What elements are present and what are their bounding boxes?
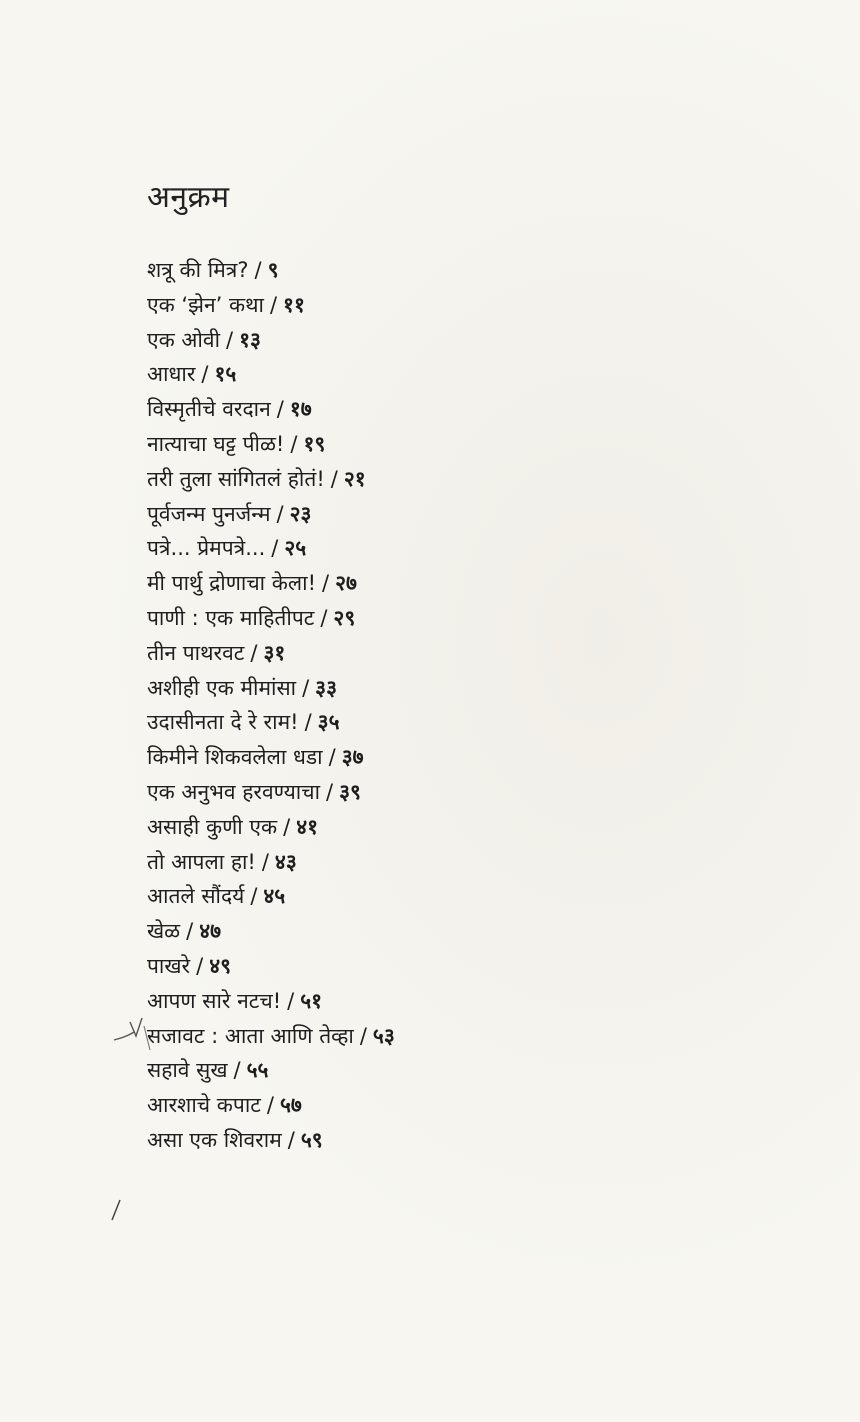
toc-entry bbox=[147, 1088, 395, 1123]
entry-title: असाही कुणी एक bbox=[147, 814, 278, 839]
separator: / bbox=[328, 745, 336, 770]
page-number: १७ bbox=[289, 397, 312, 422]
separator: / bbox=[330, 466, 338, 491]
page-number: ३९ bbox=[339, 779, 361, 804]
entry-title: सजावट : आता आणि तेव्हा bbox=[147, 1023, 354, 1048]
toc-entry bbox=[147, 740, 395, 775]
toc-entry bbox=[147, 845, 395, 880]
separator: / bbox=[269, 292, 278, 317]
toc-entry bbox=[147, 705, 395, 740]
separator: / bbox=[276, 501, 284, 526]
separator: / bbox=[271, 536, 279, 561]
separator: / bbox=[186, 919, 194, 944]
pencil-stroke-mark bbox=[108, 1198, 124, 1222]
page-number: ३७ bbox=[341, 745, 364, 770]
page-number: ५३ bbox=[372, 1023, 395, 1048]
toc-entry bbox=[147, 497, 395, 532]
entry-title: आपण सारे नटच! bbox=[147, 988, 282, 1013]
table-of-contents bbox=[147, 253, 395, 1158]
page-number: ४९ bbox=[209, 953, 232, 978]
toc-entry bbox=[147, 775, 395, 810]
toc-entry bbox=[147, 392, 395, 427]
entry-title: आधार bbox=[147, 362, 196, 387]
entry-title: एक ‘झेन’ कथा bbox=[147, 292, 264, 317]
entry-title: खेळ bbox=[147, 919, 181, 944]
entry-title: तो आपला हा! bbox=[147, 849, 256, 874]
entry-title: विस्मृतीचे वरदान bbox=[147, 397, 271, 422]
page-number: ५१ bbox=[300, 988, 323, 1013]
toc-entry bbox=[147, 253, 395, 288]
page-number: १९ bbox=[303, 431, 326, 456]
toc-entry bbox=[147, 323, 395, 358]
entry-title: असा एक शिवराम bbox=[147, 1127, 282, 1152]
separator: / bbox=[196, 953, 204, 978]
entry-title: किमीने शिकवलेला धडा bbox=[147, 745, 323, 770]
page-number: १३ bbox=[239, 327, 261, 352]
separator: / bbox=[250, 640, 258, 665]
toc-entry bbox=[147, 1053, 395, 1088]
toc-entry bbox=[147, 566, 395, 601]
separator: / bbox=[320, 605, 328, 630]
entry-title: तीन पाथरवट bbox=[147, 640, 245, 665]
separator: / bbox=[250, 884, 258, 909]
page-number: २३ bbox=[289, 501, 312, 526]
toc-entry bbox=[147, 601, 395, 636]
separator: / bbox=[302, 675, 310, 700]
separator: / bbox=[290, 431, 298, 456]
page-number: ३३ bbox=[315, 675, 337, 700]
entry-title: नात्याचा घट्ट पीळ! bbox=[147, 431, 285, 456]
entry-title: आरशाचे कपाट bbox=[147, 1093, 261, 1118]
toc-entry bbox=[147, 531, 395, 566]
separator: / bbox=[266, 1093, 274, 1118]
separator: / bbox=[261, 849, 269, 874]
page-number: ११ bbox=[283, 292, 305, 317]
entry-title: पत्रे... प्रेमपत्रे... bbox=[147, 536, 266, 561]
separator: / bbox=[322, 571, 330, 596]
separator: / bbox=[283, 814, 291, 839]
toc-entry bbox=[147, 879, 395, 914]
toc-entry bbox=[147, 1019, 395, 1054]
entry-title: मी पार्थु द्रोणाचा केला! bbox=[147, 571, 317, 596]
toc-entry bbox=[147, 984, 395, 1019]
entry-title: एक अनुभव हरवण्याचा bbox=[147, 779, 321, 804]
page-number: २१ bbox=[343, 466, 366, 491]
separator: / bbox=[201, 362, 209, 387]
page-number: ५५ bbox=[246, 1058, 269, 1083]
toc-entry bbox=[147, 462, 395, 497]
toc-entry bbox=[147, 288, 395, 323]
entry-title: एक ओवी bbox=[147, 327, 221, 352]
toc-entry bbox=[147, 671, 395, 706]
separator: / bbox=[226, 327, 234, 352]
separator: / bbox=[359, 1023, 367, 1048]
page-number: २७ bbox=[335, 571, 357, 596]
page-number: ५७ bbox=[279, 1093, 302, 1118]
entry-title: शत्रू की मित्र? bbox=[147, 258, 249, 282]
separator: / bbox=[254, 258, 262, 282]
separator: / bbox=[233, 1058, 241, 1083]
pencil-tick-mark bbox=[112, 1012, 162, 1054]
toc-entry bbox=[147, 1123, 395, 1158]
separator: / bbox=[287, 988, 295, 1013]
page-number: ९ bbox=[267, 258, 279, 282]
entry-title: सहावे सुख bbox=[147, 1058, 228, 1083]
entry-title: उदासीनता दे रे राम! bbox=[147, 710, 299, 735]
contents-heading: अनुक्रम bbox=[147, 180, 230, 215]
separator: / bbox=[326, 779, 334, 804]
separator: / bbox=[304, 710, 312, 735]
toc-entry bbox=[147, 357, 395, 392]
page-number: ४३ bbox=[274, 849, 297, 874]
page-number: ३५ bbox=[317, 710, 340, 735]
page-number: ३१ bbox=[263, 640, 286, 665]
entry-title: आतले सौंदर्य bbox=[147, 884, 245, 909]
entry-title: पाखरे bbox=[147, 953, 191, 978]
page-number: १५ bbox=[214, 362, 237, 387]
page-number: ४७ bbox=[199, 919, 222, 944]
toc-entry bbox=[147, 810, 395, 845]
toc-entry bbox=[147, 949, 395, 984]
separator: / bbox=[276, 397, 284, 422]
entry-title: पाणी : एक माहितीपट bbox=[147, 605, 315, 630]
page-number: २५ bbox=[284, 536, 307, 561]
entry-title: तरी तुला सांगितलं होतं! bbox=[147, 466, 325, 491]
page-number: २९ bbox=[333, 605, 356, 630]
separator: / bbox=[287, 1127, 295, 1152]
toc-entry bbox=[147, 427, 395, 462]
toc-entry bbox=[147, 636, 395, 671]
page-number: ४१ bbox=[296, 814, 319, 839]
page-number: ४५ bbox=[263, 884, 286, 909]
entry-title: पूर्वजन्म पुनर्जन्म bbox=[147, 501, 271, 526]
entry-title: अशीही एक मीमांसा bbox=[147, 675, 297, 700]
toc-entry bbox=[147, 914, 395, 949]
page-number: ५९ bbox=[300, 1127, 323, 1152]
